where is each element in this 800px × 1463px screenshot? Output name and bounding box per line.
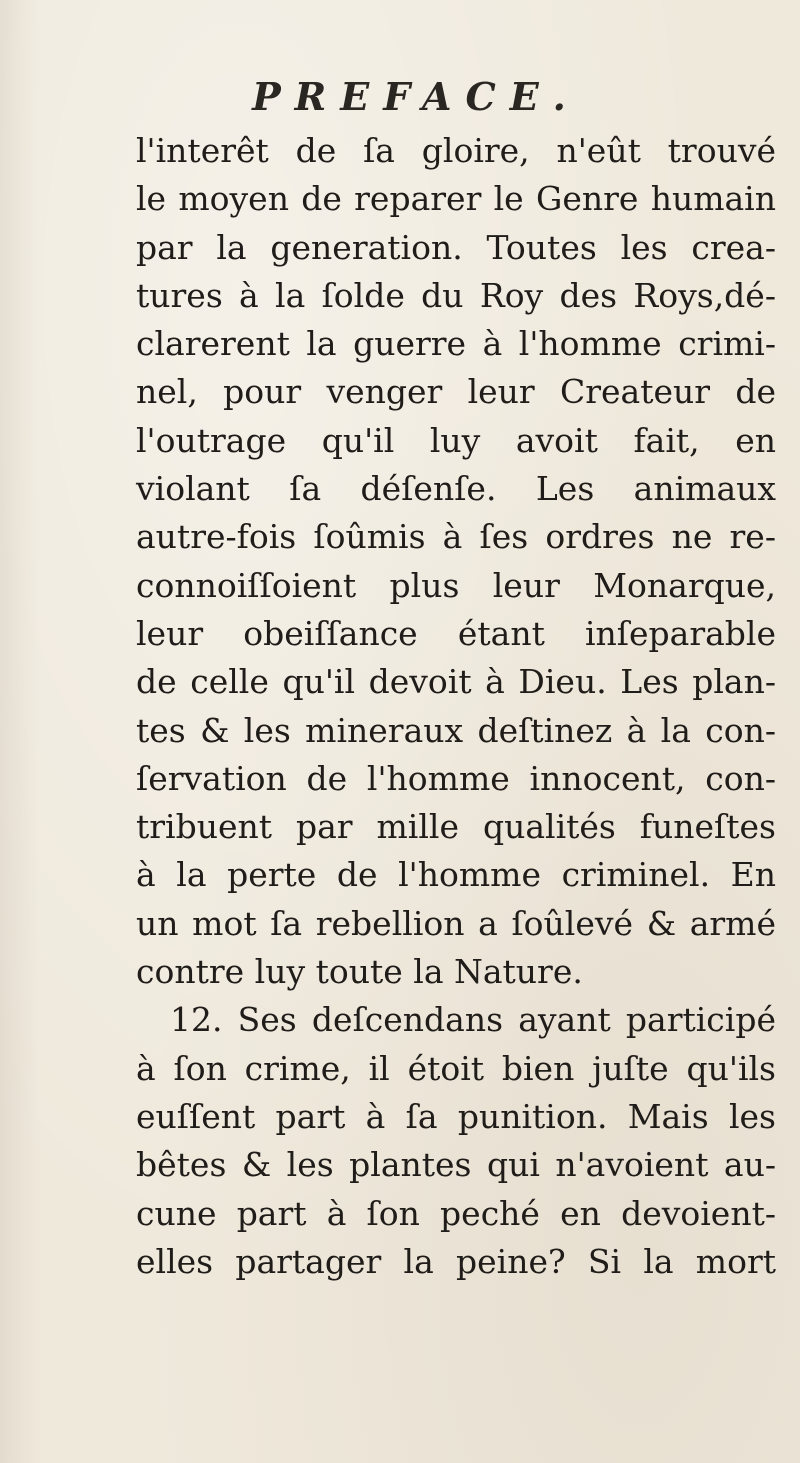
text-line-12: de celle qu'il devoit à Dieu. Les plan- <box>136 662 776 702</box>
text-line-20: à ſon crime, il étoit bien juſte qu'ils <box>136 1048 776 1088</box>
body-text <box>136 127 776 1286</box>
text-line-24: elles partager la peine? Si la mort <box>136 1241 776 1281</box>
text-line-14: ſervation de l'homme innocent, con- <box>136 758 776 798</box>
text-line-11: leur obeiſſance étant inſeparable <box>136 613 776 653</box>
text-line-15: tribuent par mille qualités funeſtes <box>136 807 776 847</box>
text-line-19: 12. Ses deſcendans ayant participé <box>170 1000 776 1040</box>
text-line-13: tes & les mineraux deſtinez à la con- <box>136 710 776 750</box>
text-line-22: bêtes & les plantes qui n'avoient au- <box>136 1145 776 1185</box>
page-fold-shadow <box>0 0 40 1463</box>
text-line-6: nel, pour venger leur Createur de <box>136 372 776 412</box>
text-line-18: contre luy toute la Nature. <box>136 952 583 992</box>
text-line-21: euſſent part à ſa punition. Mais les <box>136 1096 776 1136</box>
running-header: PREFACE. <box>252 74 580 119</box>
text-line-2: le moyen de reparer le Genre humain <box>136 179 776 219</box>
text-line-4: tures à la ſolde du Roy des Roys,dé- <box>136 275 776 315</box>
text-line-7: l'outrage qu'il luy avoit fait, en <box>136 420 776 460</box>
text-line-16: à la perte de l'homme criminel. En <box>136 855 776 895</box>
text-line-17: un mot ſa rebellion a ſoûlevé & armé <box>136 903 776 943</box>
text-line-23: cune part à ſon peché en devoient- <box>136 1193 776 1233</box>
text-line-8: violant ſa déſenſe. Les animaux <box>136 469 776 509</box>
text-line-9: autre-fois ſoûmis à ſes ordres ne re- <box>136 517 776 557</box>
text-line-10: connoiſſoient plus leur Monarque, <box>136 565 776 605</box>
text-line-3: par la generation. Toutes les crea- <box>136 227 776 267</box>
text-line-1: l'interêt de ſa gloire, n'eût trouvé <box>136 131 776 170</box>
text-line-5: clarerent la guerre à l'homme crimi- <box>136 324 776 364</box>
